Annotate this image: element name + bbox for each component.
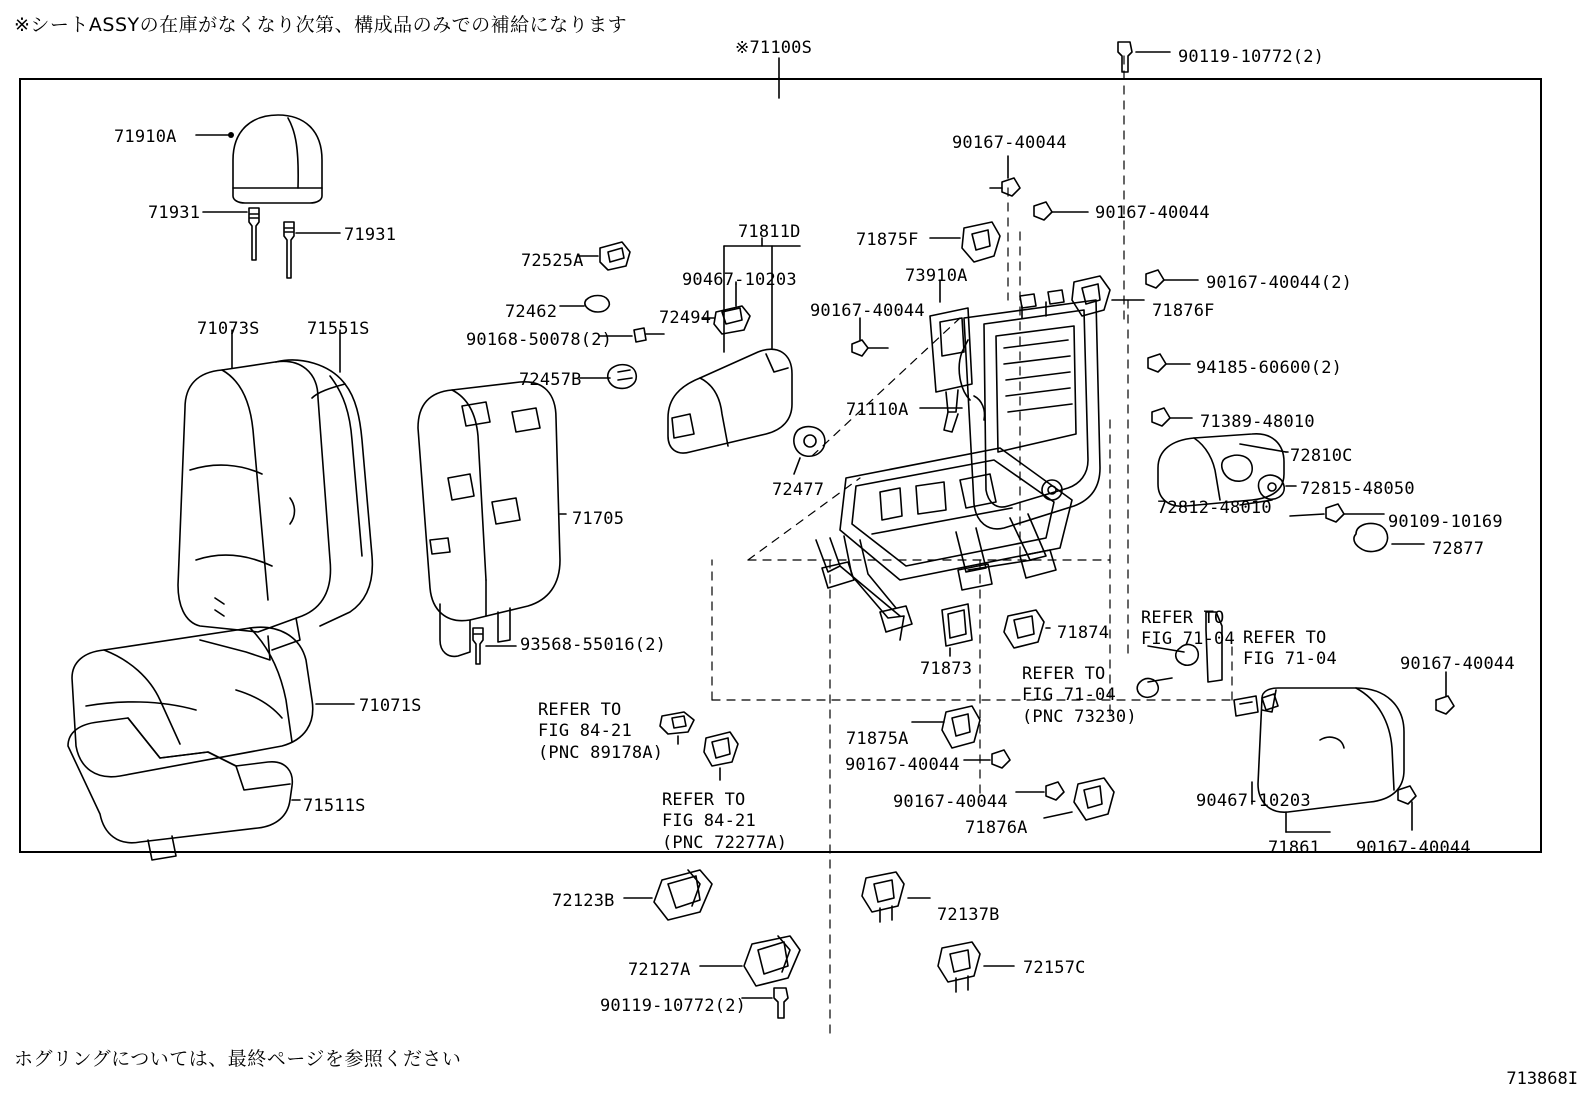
part-label-72525A: 72525A: [521, 251, 584, 271]
part-label-71861: 71861: [1268, 838, 1321, 858]
part-label-71551S: 71551S: [307, 319, 370, 339]
part-label-72127A: 72127A: [628, 960, 691, 980]
part-label-9016740044: 90167-40044: [1356, 838, 1471, 858]
part-label-72137B: 72137B: [937, 905, 1000, 925]
bottom-note: ホグリングについては、最終ページを参照ください: [14, 1048, 462, 1070]
part-label-72477: 72477: [772, 480, 825, 500]
part-label-71876F: 71876F: [1152, 301, 1215, 321]
refer-line: REFER TO: [662, 790, 746, 810]
part-label-90119107722: 90119-10772(2): [1178, 47, 1325, 67]
part-label-9016740044: 90167-40044: [952, 133, 1067, 153]
part-label-94185606002: 94185-60600(2): [1196, 358, 1343, 378]
part-label-90168500782: 90168-50078(2): [466, 330, 613, 350]
refer-line: REFER TO: [1141, 608, 1225, 628]
refer-block: [1243, 628, 1337, 671]
part-label-71110A: 71110A: [846, 400, 909, 420]
part-label-90119107722: 90119-10772(2): [600, 996, 747, 1016]
part-label-71876A: 71876A: [965, 818, 1028, 838]
part-label-9016740044: 90167-40044: [845, 755, 960, 775]
part-label-93568550162: 93568-55016(2): [520, 635, 667, 655]
part-label-71875A: 71875A: [846, 729, 909, 749]
part-label-9016740044: 90167-40044: [1095, 203, 1210, 223]
refer-line: REFER TO: [538, 700, 622, 720]
part-label-71910A: 71910A: [114, 127, 177, 147]
part-label-9046710203: 90467-10203: [682, 270, 797, 290]
part-label-73910A: 73910A: [905, 266, 968, 286]
part-label-72810C: 72810C: [1290, 446, 1353, 466]
part-label-9016740044: 90167-40044: [893, 792, 1008, 812]
part-label-71931: 71931: [148, 203, 201, 223]
refer-block: [662, 790, 787, 854]
part-label-72123B: 72123B: [552, 891, 615, 911]
part-label-71705: 71705: [572, 509, 625, 529]
figure-code: 713868I: [1506, 1069, 1578, 1089]
part-label-72157C: 72157C: [1023, 958, 1086, 978]
part-label-71811D: 71811D: [738, 222, 801, 242]
refer-line: FIG 71-04: [1141, 629, 1235, 650]
part-label-72457B: 72457B: [519, 370, 582, 390]
part-label-90167400442: 90167-40044(2): [1206, 273, 1353, 293]
part-label-9016740044: 90167-40044: [810, 301, 925, 321]
part-label-71874: 71874: [1057, 623, 1110, 643]
part-label-71875F: 71875F: [856, 230, 919, 250]
refer-line: (PNC 73230): [1022, 706, 1137, 727]
refer-block: [1141, 608, 1235, 651]
refer-line: FIG 84-21: [662, 811, 756, 832]
part-label-7281548050: 72815-48050: [1300, 479, 1415, 499]
refer-line: FIG 71-04: [1022, 685, 1116, 706]
refer-line: REFER TO: [1022, 664, 1106, 684]
part-label-9010910169: 90109-10169: [1388, 512, 1503, 532]
refer-line: FIG 71-04: [1243, 649, 1337, 670]
part-label-71071S: 71071S: [359, 696, 422, 716]
refer-line: REFER TO: [1243, 628, 1327, 648]
part-label-7138948010: 71389-48010: [1200, 412, 1315, 432]
refer-line: (PNC 89178A): [538, 742, 664, 763]
top-note: ※シートASSYの在庫がなくなり次第、構成品のみでの補給になります: [14, 14, 628, 36]
part-label-9016740044: 90167-40044: [1400, 654, 1515, 674]
refer-block: [538, 700, 663, 764]
part-label-72494: 72494: [659, 308, 712, 328]
part-label-71511S: 71511S: [303, 796, 366, 816]
part-label-7281248010: 72812-48010: [1157, 498, 1272, 518]
part-label-72462: 72462: [505, 302, 558, 322]
part-label-72877: 72877: [1432, 539, 1485, 559]
part-label-71873: 71873: [920, 659, 973, 679]
refer-line: (PNC 72277A): [662, 832, 788, 853]
refer-block: [1022, 664, 1137, 728]
part-label-71073S: 71073S: [197, 319, 260, 339]
assembly-label: ※71100S: [735, 38, 813, 58]
refer-line: FIG 84-21: [538, 721, 632, 742]
part-label-71931: 71931: [344, 225, 397, 245]
part-label-9046710203: 90467-10203: [1196, 791, 1311, 811]
